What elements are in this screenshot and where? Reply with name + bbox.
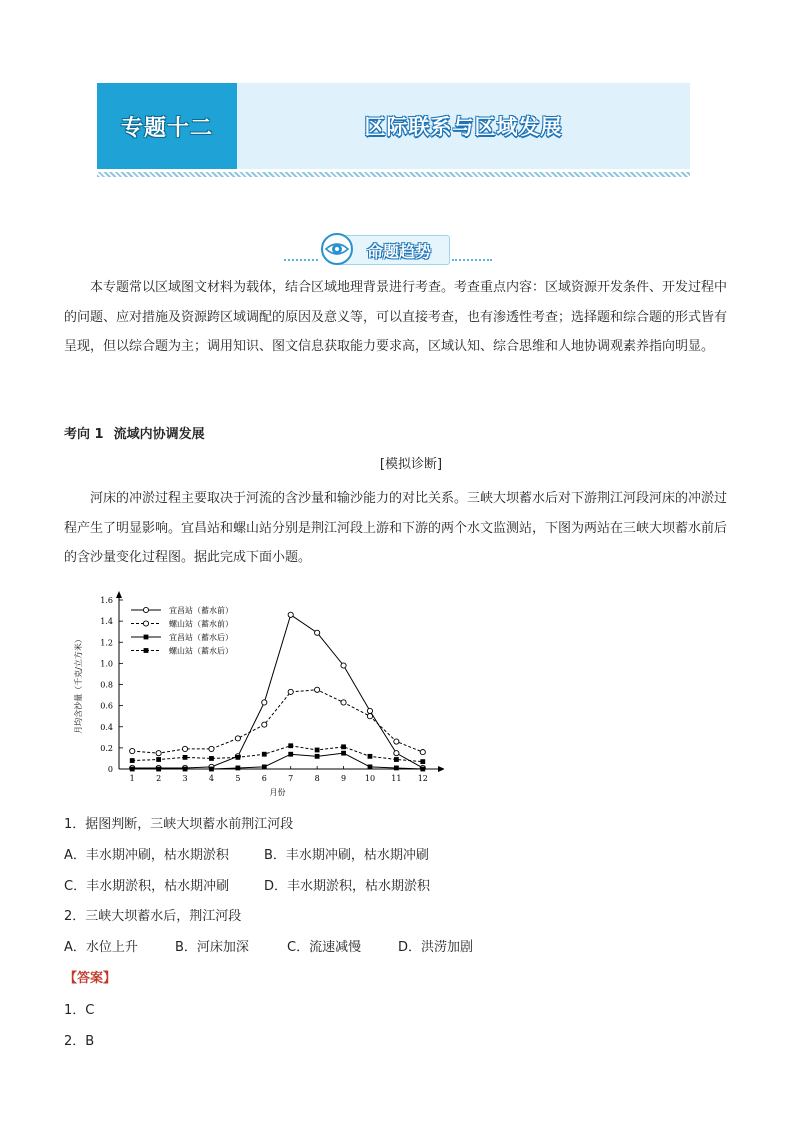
data-point bbox=[420, 767, 425, 772]
data-point bbox=[288, 612, 293, 617]
y-tick-label: 0.8 bbox=[100, 680, 113, 690]
data-point bbox=[288, 689, 293, 694]
y-axis-label: 月均含沙量（千克/立方米） bbox=[74, 635, 83, 734]
legend-label-4: 螺山站（蓄水后） bbox=[169, 646, 233, 656]
section-number: 考向 1 bbox=[64, 427, 104, 442]
series-line-2 bbox=[132, 690, 423, 753]
data-point bbox=[144, 635, 149, 640]
section-badge-label: 命题趋势 bbox=[366, 241, 431, 261]
answer-label: 【答案】 bbox=[64, 971, 117, 986]
series-line-4 bbox=[132, 746, 423, 762]
data-point bbox=[144, 648, 149, 653]
x-axis-arrow bbox=[438, 766, 444, 772]
data-point bbox=[209, 767, 214, 772]
x-tick-label: 2 bbox=[156, 774, 162, 783]
data-point bbox=[156, 751, 161, 756]
badge-dotted-line-right bbox=[452, 259, 492, 261]
x-tick-label: 4 bbox=[208, 774, 215, 783]
data-point bbox=[315, 754, 320, 759]
data-point bbox=[368, 764, 373, 769]
data-point bbox=[156, 767, 161, 772]
topic-title: 区际联系与区域发展 bbox=[364, 115, 563, 139]
topic-number: 专题十二 bbox=[120, 115, 213, 141]
x-tick-label: 5 bbox=[235, 774, 241, 783]
y-tick-label: 1.0 bbox=[100, 659, 113, 669]
y-axis-arrow bbox=[116, 591, 122, 598]
topic-number-box bbox=[97, 83, 237, 169]
data-point bbox=[130, 748, 135, 753]
x-tick-label: 7 bbox=[288, 774, 294, 783]
q2-option-c[interactable]: C．流速减慢 bbox=[287, 940, 362, 955]
answer-1: 1．C bbox=[64, 1003, 95, 1018]
badge-dotted-line-left bbox=[284, 259, 318, 261]
data-point bbox=[130, 767, 135, 772]
data-point bbox=[262, 722, 267, 727]
context-paragraph: 河床的冲淤过程主要取决于河流的含沙量和输沙能力的对比关系。三峡大坝蓄水后对下游荆江河段河床的冲淤过程产生了明显影响。宜昌站和螺山站分别是荆江河段上游和下游的两个水文监测站，下图为两站在三峡大坝蓄水前后的含沙量变化过程图。据此完成下面小题。 bbox=[64, 491, 728, 565]
x-tick-label: 12 bbox=[417, 774, 428, 783]
y-tick-label: 1.6 bbox=[100, 596, 113, 605]
data-point bbox=[130, 758, 135, 763]
q1-option-a[interactable]: A．丰水期冲刷，枯水期淤积 bbox=[64, 848, 229, 863]
data-point bbox=[182, 746, 187, 751]
q1-option-d[interactable]: D．丰水期淤积，枯水期淤积 bbox=[264, 879, 431, 894]
topic-title-box bbox=[237, 83, 690, 169]
x-axis-label: 月份 bbox=[269, 788, 286, 797]
section-title: 流域内协调发展 bbox=[113, 427, 205, 442]
data-point bbox=[367, 714, 372, 719]
q2-option-b[interactable]: B．河床加深 bbox=[175, 940, 249, 955]
y-tick-label: 0.6 bbox=[100, 701, 113, 711]
data-point bbox=[315, 748, 320, 753]
data-point bbox=[341, 751, 346, 756]
x-tick-label: 8 bbox=[314, 774, 320, 783]
data-point bbox=[394, 766, 399, 771]
section-heading bbox=[64, 423, 205, 442]
data-point bbox=[341, 700, 346, 705]
data-point bbox=[368, 754, 373, 759]
sediment-chart bbox=[64, 588, 444, 800]
data-point bbox=[394, 757, 399, 762]
data-point bbox=[143, 621, 148, 626]
section-badge bbox=[320, 232, 450, 266]
data-point bbox=[288, 743, 293, 748]
data-point bbox=[183, 755, 188, 760]
data-point bbox=[262, 700, 267, 705]
y-tick-label: 1.2 bbox=[100, 638, 113, 648]
data-point bbox=[394, 751, 399, 756]
question-2-stem: 2．三峡大坝蓄水后，荆江河段 bbox=[64, 909, 242, 924]
y-tick-label: 0.2 bbox=[100, 743, 113, 753]
x-tick-label: 1 bbox=[129, 774, 135, 783]
data-point bbox=[209, 756, 214, 761]
legend-label-2: 螺山站（蓄水前） bbox=[169, 619, 233, 629]
q2-option-a[interactable]: A．水位上升 bbox=[64, 940, 138, 955]
data-point bbox=[341, 744, 346, 749]
y-tick-label: 0 bbox=[107, 765, 113, 774]
data-point bbox=[235, 736, 240, 741]
answer-2: 2．B bbox=[64, 1034, 95, 1049]
legend-label-1: 宜昌站（蓄水前） bbox=[169, 606, 233, 615]
data-point bbox=[209, 746, 214, 751]
y-tick-label: 0.4 bbox=[100, 722, 113, 732]
x-tick-label: 10 bbox=[364, 774, 376, 783]
data-point bbox=[288, 752, 293, 757]
x-tick-label: 9 bbox=[340, 774, 347, 783]
intro-paragraph: 本专题常以区域图文材料为载体，结合区域地理背景进行考查。考查重点内容：区域资源开发条件、开发过程中的问题、应对措施及资源跨区域调配的原因及意义等，可以直接考查，也有渗透性考查；选择题和综合题的形式皆有呈现，但以综合题为主；调用知识、图文信息获取能力要求高，区域认知、综合思维和人地协调观素养指向明显。 bbox=[64, 280, 728, 354]
eye-icon bbox=[320, 232, 354, 266]
data-point bbox=[394, 739, 399, 744]
x-tick-label: 3 bbox=[182, 774, 188, 783]
legend-label-3: 宜昌站（蓄水后） bbox=[169, 633, 233, 642]
q2-option-d[interactable]: D．洪涝加剧 bbox=[398, 940, 474, 955]
series-line-3 bbox=[132, 753, 423, 769]
data-point bbox=[420, 759, 425, 764]
topic-banner bbox=[97, 83, 690, 169]
data-point bbox=[315, 687, 320, 692]
data-point bbox=[262, 752, 267, 757]
banner-divider bbox=[97, 172, 690, 177]
data-point bbox=[315, 630, 320, 635]
x-tick-label: 6 bbox=[261, 774, 267, 783]
question-1-stem: 1．据图判断，三峡大坝蓄水前荆江河段 bbox=[64, 817, 294, 832]
q1-option-c[interactable]: C．丰水期淤积，枯水期冲刷 bbox=[64, 879, 230, 894]
data-point bbox=[156, 757, 161, 762]
data-point bbox=[262, 764, 267, 769]
y-tick-label: 1.4 bbox=[100, 617, 113, 627]
data-point bbox=[367, 708, 372, 713]
diagnosis-tag: [模拟诊断] bbox=[379, 457, 443, 472]
data-point bbox=[341, 663, 346, 668]
data-point bbox=[183, 767, 188, 772]
data-point bbox=[420, 750, 425, 755]
data-point bbox=[235, 766, 240, 771]
q1-option-b[interactable]: B．丰水期冲刷，枯水期冲刷 bbox=[264, 848, 429, 863]
data-point bbox=[235, 755, 240, 760]
x-tick-label: 11 bbox=[391, 774, 402, 783]
data-point bbox=[143, 607, 148, 612]
